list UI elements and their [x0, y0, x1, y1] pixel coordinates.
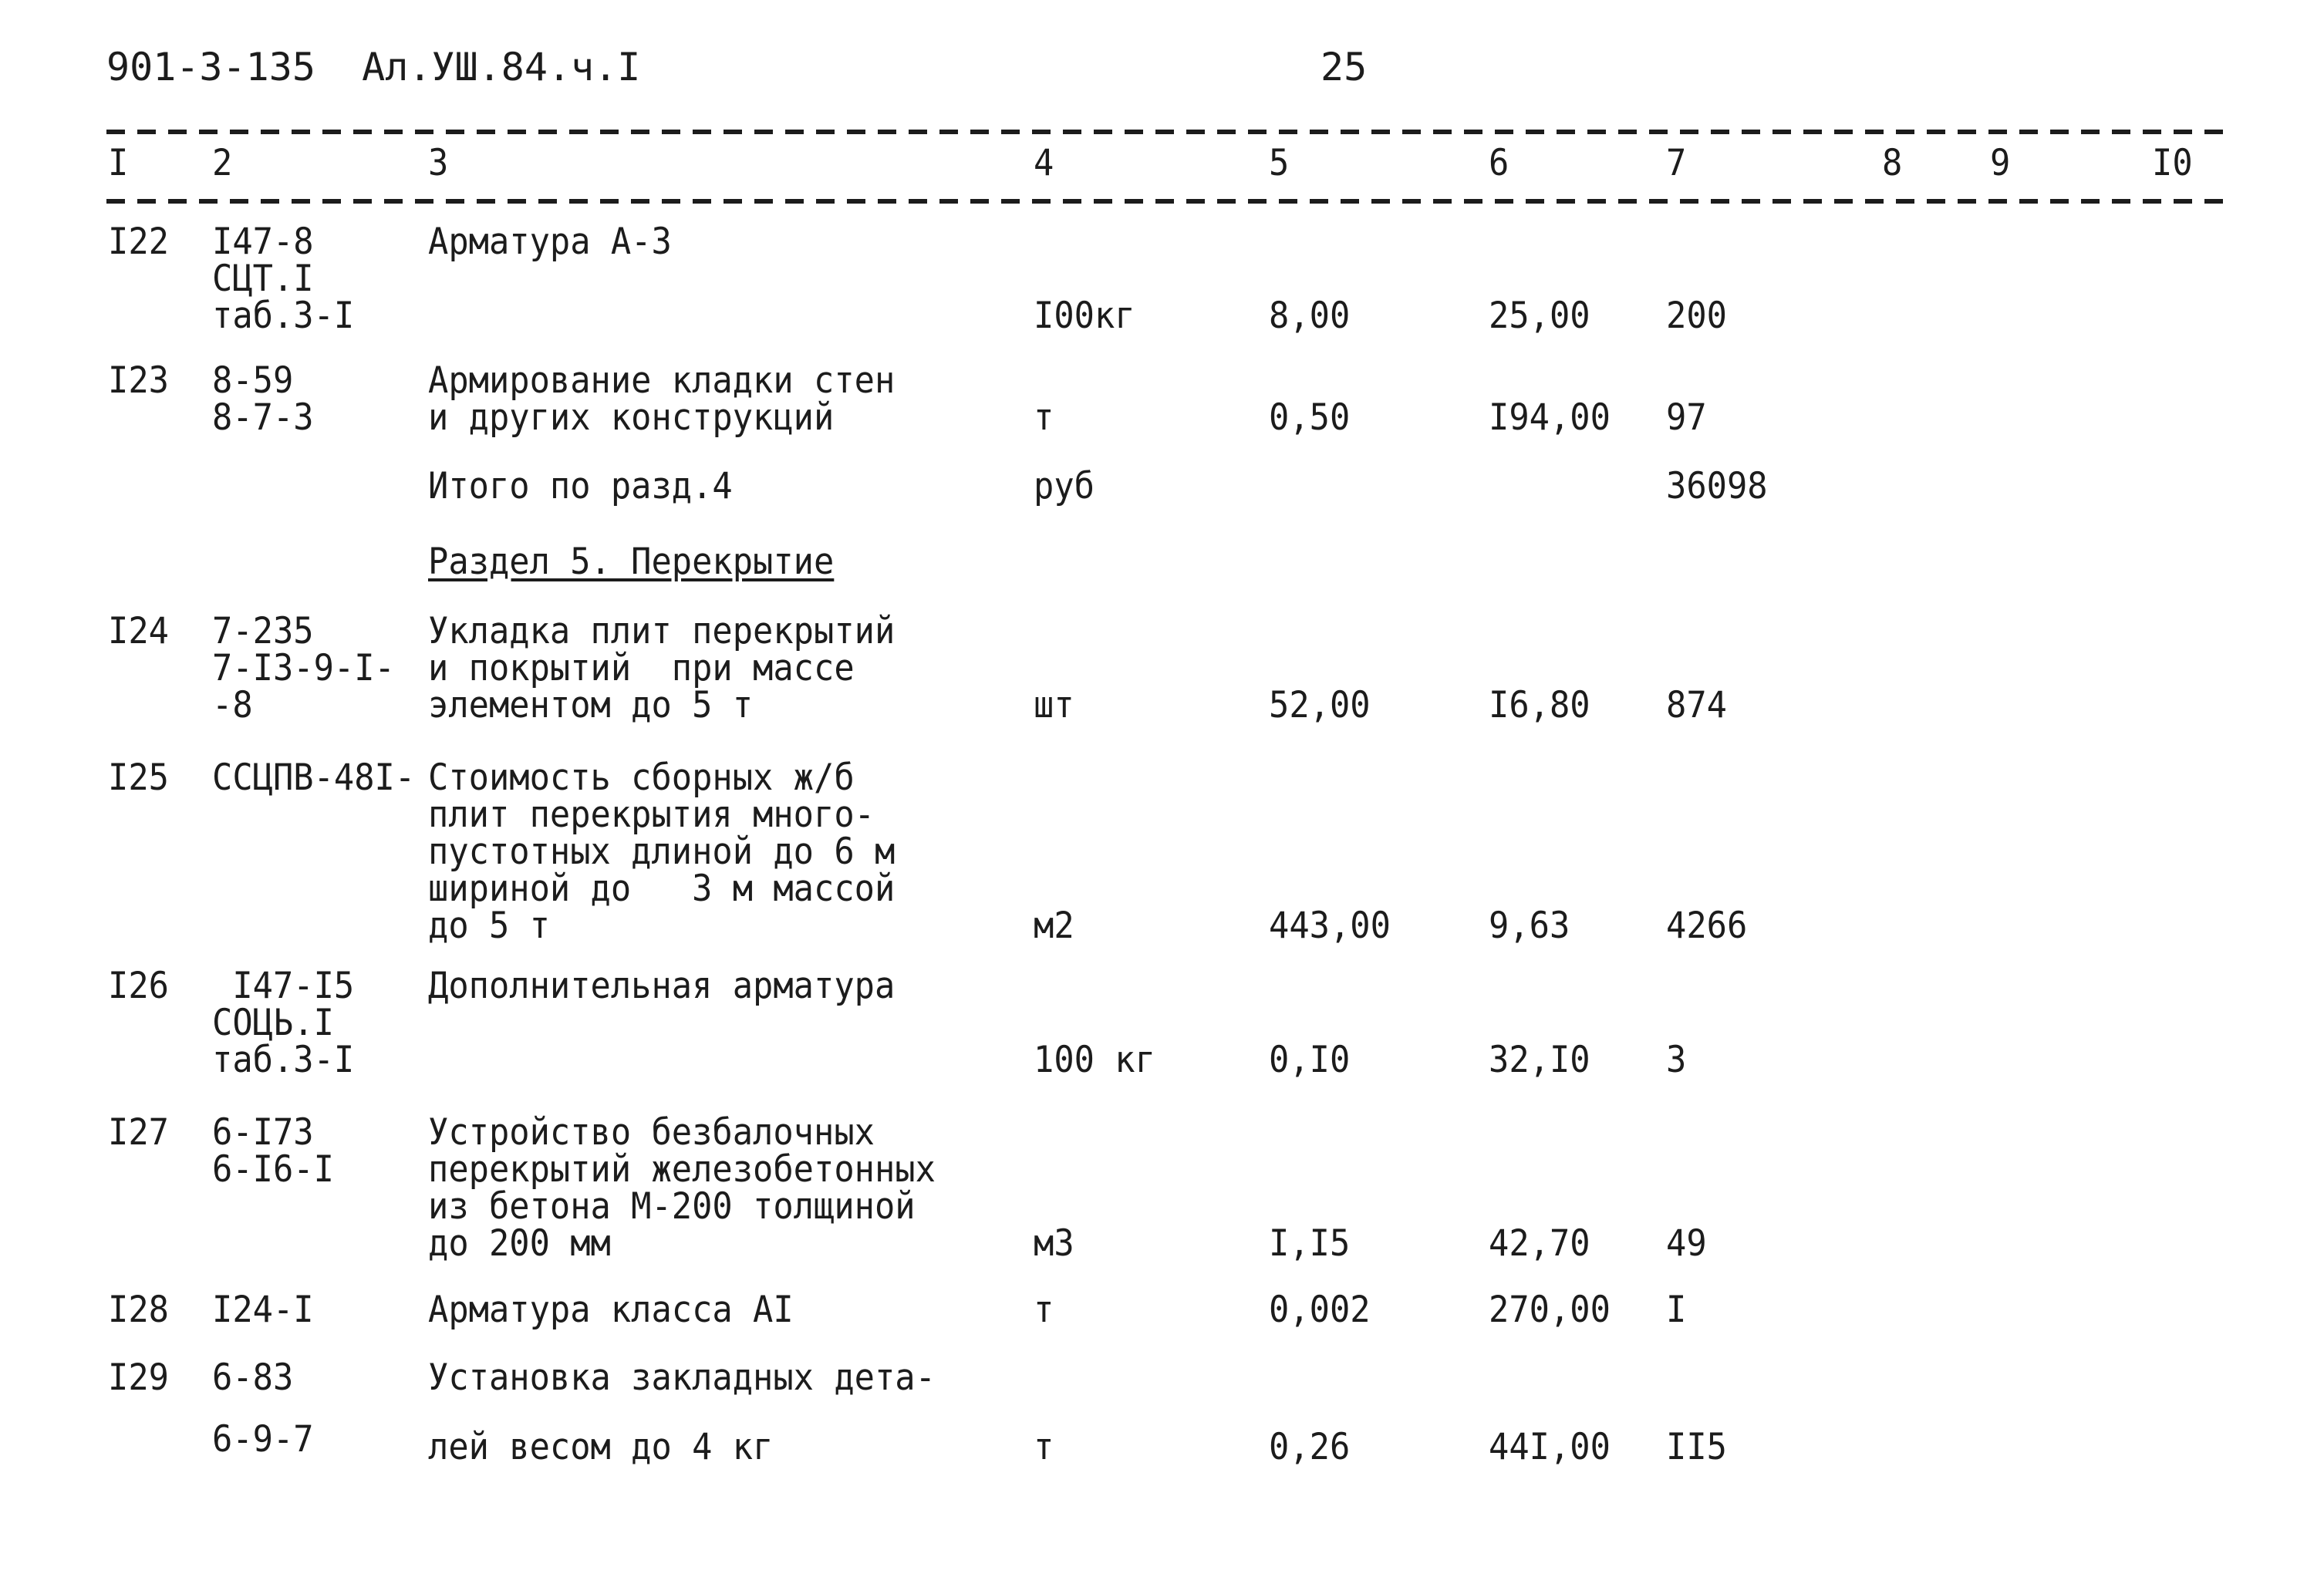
document-code: 901-3-135 Ал.УШ.84.ч.I: [106, 45, 641, 89]
column-header-4: 4: [1034, 142, 1054, 184]
row-description: пустотных длиной до 6 м: [428, 831, 896, 873]
row-description: до 5 т: [428, 905, 550, 947]
section-title: Раздел 5. Перекрытие: [428, 541, 835, 583]
row-description: и покрытий при массе: [428, 647, 855, 689]
row-description: шириной до 3 м массой: [428, 868, 896, 910]
row-unit: I00кг: [1034, 295, 1135, 337]
row-total: 4266: [1666, 905, 1748, 947]
row-description: Арматура класса АI: [428, 1289, 794, 1331]
row-number: I26: [108, 965, 169, 1007]
row-code: 6-9-7: [212, 1418, 314, 1461]
row-total: 36098: [1666, 465, 1768, 507]
row-total: 3: [1666, 1039, 1687, 1081]
row-number: I28: [108, 1289, 169, 1331]
row-code: I47-8: [212, 221, 314, 263]
row-unit-price: 42,70: [1489, 1222, 1590, 1265]
row-quantity: 0,26: [1269, 1426, 1351, 1468]
row-description: Итого по разд.4: [428, 465, 733, 507]
row-description: Установка закладных дета-: [428, 1356, 936, 1399]
column-header-8: 8: [1882, 142, 1903, 184]
row-unit: руб: [1034, 465, 1095, 507]
row-total: 49: [1666, 1222, 1707, 1265]
column-header-5: 5: [1269, 142, 1290, 184]
row-code: таб.3-I: [212, 295, 355, 337]
table-top-rule: [106, 130, 2228, 134]
row-description: и других конструкций: [428, 396, 835, 439]
row-total: 874: [1666, 684, 1727, 726]
row-quantity: 0,002: [1269, 1289, 1371, 1331]
row-number: I23: [108, 359, 169, 402]
row-description: Стоимость сборных ж/б: [428, 757, 855, 799]
row-unit-price: I94,00: [1489, 396, 1611, 439]
row-total: 200: [1666, 295, 1727, 337]
row-code: таб.3-I: [212, 1039, 355, 1081]
row-code: -8: [212, 684, 253, 726]
row-code: ССЦПВ-48I-: [212, 757, 416, 799]
row-code: I47-I5: [212, 965, 355, 1007]
row-description: Дополнительная арматура: [428, 965, 896, 1007]
row-description: Арматура А-3: [428, 221, 672, 263]
row-quantity: 8,00: [1269, 295, 1351, 337]
row-code: I24-I: [212, 1289, 314, 1331]
row-unit-price: 32,I0: [1489, 1039, 1590, 1081]
column-header-9: 9: [1990, 142, 2011, 184]
column-header-10: I0: [2152, 142, 2193, 184]
row-quantity: 443,00: [1269, 905, 1391, 947]
row-code: 6-83: [212, 1356, 294, 1399]
row-description: элементом до 5 т: [428, 684, 754, 726]
row-quantity: 52,00: [1269, 684, 1371, 726]
page-number: 25: [1321, 45, 1368, 89]
column-header-7: 7: [1666, 142, 1687, 184]
row-unit: т: [1034, 1426, 1054, 1468]
row-number: I27: [108, 1111, 169, 1154]
row-number: I25: [108, 757, 169, 799]
row-code: 7-235: [212, 610, 314, 652]
row-unit-price: I6,80: [1489, 684, 1590, 726]
row-quantity: I,I5: [1269, 1222, 1351, 1265]
row-number: I29: [108, 1356, 169, 1399]
row-quantity: 0,I0: [1269, 1039, 1351, 1081]
column-header-1: I: [108, 142, 129, 184]
row-unit-price: 9,63: [1489, 905, 1570, 947]
column-header-2: 2: [212, 142, 233, 184]
row-code: 8-7-3: [212, 396, 314, 439]
row-unit: м2: [1034, 905, 1074, 947]
column-header-6: 6: [1489, 142, 1509, 184]
row-unit-price: 44I,00: [1489, 1426, 1611, 1468]
row-total: II5: [1666, 1426, 1727, 1468]
row-total: 97: [1666, 396, 1707, 439]
row-unit: т: [1034, 396, 1054, 439]
row-description: Армирование кладки стен: [428, 359, 896, 402]
row-unit: т: [1034, 1289, 1054, 1331]
row-unit: 100 кг: [1034, 1039, 1155, 1081]
row-unit-price: 270,00: [1489, 1289, 1611, 1331]
row-code: 7-I3-9-I-: [212, 647, 395, 689]
row-quantity: 0,50: [1269, 396, 1351, 439]
row-description: плит перекрытия много-: [428, 794, 875, 836]
row-unit-price: 25,00: [1489, 295, 1590, 337]
row-description: Устройство безбалочных: [428, 1111, 875, 1154]
row-total: I: [1666, 1289, 1687, 1331]
row-description: до 200 мм: [428, 1222, 611, 1265]
row-description: перекрытий железобетонных: [428, 1148, 936, 1191]
row-code: СЦТ.I: [212, 258, 314, 300]
row-code: 6-I6-I: [212, 1148, 334, 1191]
column-header-3: 3: [428, 142, 449, 184]
row-code: 6-I73: [212, 1111, 314, 1154]
row-number: I24: [108, 610, 169, 652]
row-unit: м3: [1034, 1222, 1074, 1265]
row-unit: шт: [1034, 684, 1074, 726]
row-description: Укладка плит перекрытий: [428, 610, 896, 652]
row-description: лей весом до 4 кг: [428, 1426, 774, 1468]
row-description: из бетона М-200 толщиной: [428, 1185, 916, 1228]
row-number: I22: [108, 221, 169, 263]
header-bottom-rule: [106, 199, 2228, 204]
row-code: СОЦЬ.I: [212, 1002, 334, 1044]
row-code: 8-59: [212, 359, 294, 402]
